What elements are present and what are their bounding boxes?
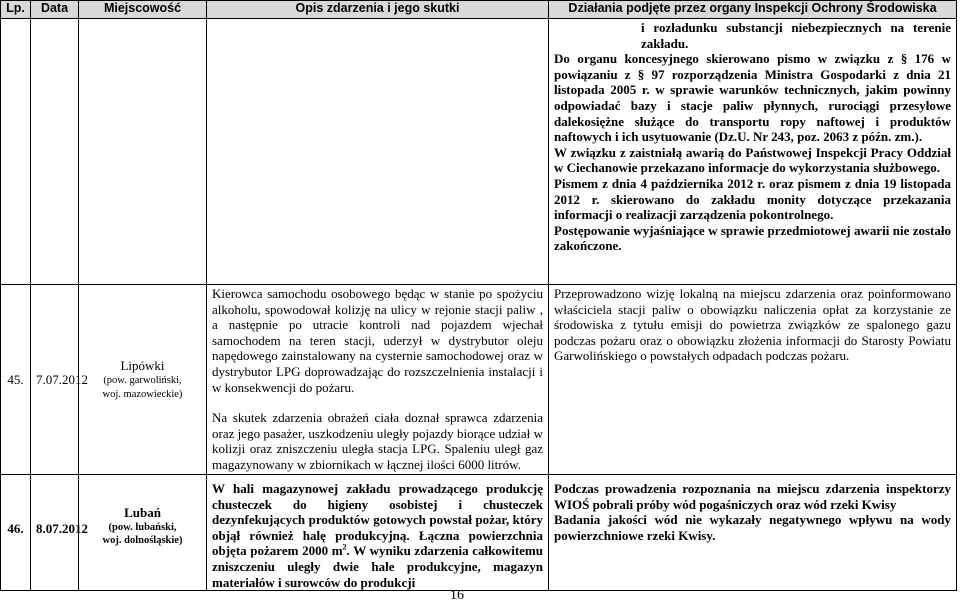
header-dzialania: Działania podjęte przez organy Inspekcji Ochrony Środowiska	[549, 1, 957, 19]
header-lp: Lp.	[1, 1, 31, 19]
place-voivodeship: woj. dolnośląskie)	[102, 535, 183, 547]
page-number: 16	[450, 588, 464, 603]
table-row-continuation	[1, 19, 957, 285]
superscript: 2	[342, 543, 347, 553]
dzialania-paragraph: Przeprowadzono wizję lokalną na miejscu zdarzenia oraz poinformowano właściciela stacji paliw o obowiązku naliczenia opłat za korzystanie ze środowiska z tytułu emisji do powietrza związków ze spalonego gazu podczas pożaru oraz o obowiązku złożenia informacji do Starosty Powiatu Garwolińskiego o powstałych odpadach podczas pożaru.	[554, 286, 951, 364]
place-district: (pow. lubański,	[108, 522, 177, 533]
opis-paragraph: W hali magazynowej zakładu prowadzącego produkcję chusteczek do higieny osobistej i chusteczek dezynfekujących produktów gotowych powstał pożar, który objął również halę produkcyjną. Łączna powierzchnia objęta pożarem 2000 $m^2$. W wyniku zdarzenia całkowitemu zniszczeniu uległy dwie hale produkcyjne, magazyn materiałów i surowców do produkcji	[212, 481, 543, 590]
row-lp: 45.	[1, 285, 31, 475]
row-place	[79, 285, 207, 475]
table-row	[1, 475, 957, 591]
header-row	[1, 1, 957, 19]
place-name: Lubań	[124, 505, 161, 520]
dzialania-paragraph: Podczas prowadzenia rozpoznania na miejscu zdarzenia inspektorzy WIOŚ pobrali próby wód pogaśniczych oraz wód rzeki Kwisy	[554, 481, 951, 512]
place-district: (pow. garwoliński,	[103, 375, 182, 387]
cont-paragraph: Pismem z dnia 4 października 2012 r. oraz pismem z dnia 19 listopada 2012 r. skierowano do zakładu monity dotyczące przekazania informacji o realizacji zarządzenia pokontrolnego.	[554, 175, 951, 223]
row-date: 7.07.2012	[31, 285, 79, 475]
header-data: Data	[31, 1, 79, 19]
row-opis	[207, 475, 549, 591]
row-opis	[207, 285, 549, 475]
table-row	[1, 285, 957, 475]
cont-paragraph: Do organu koncesyjnego skierowano pismo w związku z § 176 w powiązaniu z § 97 rozporządzenia Ministra Gospodarki z dnia 21 listopada 2005 r. w sprawie warunków technicznych, jakim powinny odpowiadać bazy i stacje paliw płynnych, rurociągi przesyłowe dalekosiężne służące do transportu ropy naftowej i produktów naftowych i ich usytuowanie (Dz.U. Nr 243, poz. 2063 z późn. zm.).	[554, 51, 951, 145]
row-lp: 46.	[1, 475, 31, 591]
header-opis: Opis zdarzenia i jego skutki	[207, 1, 549, 19]
opis-paragraph: Kierowca samochodu osobowego będąc w stanie po spożyciu alkoholu, spowodował kolizję na ulicy w rejonie stacji paliw , a następnie po utracie kontroli nad pojazdem wjechał samochodem na teren stacji, uderzył w dystrybutor oleju napędowego zainstalowany na cysternie samochodowej oraz w dystrybutor LPG doprowadzając do rozszczelnienia instalacji i w konsekwencji do pożaru.	[212, 286, 543, 395]
cont-paragraph: i rozładunku substancji niebezpiecznych na terenie zakładu.	[641, 20, 951, 51]
dzialania-paragraph: Badania jakości wód nie wykazały negatywnego wpływu na wody powierzchniowe rzeki Kwisy.	[554, 512, 951, 543]
opis-paragraph: Na skutek zdarzenia obrażeń ciała doznał sprawca zdarzenia oraz jego pasażer, uszkodzeniu uległy pojazdy biorące udział w kolizji oraz zniszczeniu uległa stacja LPG. Spaleniu uległ gaz magazynowany w zbiornikach w łącznej ilości 6000 litrów.	[212, 410, 543, 472]
row-date: 8.07.2012	[31, 475, 79, 591]
row-place	[79, 475, 207, 591]
dzialania-cell	[549, 19, 957, 285]
place-name: Lipówki	[120, 358, 165, 374]
cont-paragraph: Postępowanie wyjaśniające w sprawie przedmiotowej awarii nie zostało zakończone.	[554, 222, 951, 254]
place-voivodeship: woj. mazowieckie)	[102, 388, 183, 400]
row-dzialania	[549, 285, 957, 475]
header-miejscowosc: Miejscowość	[79, 1, 207, 19]
cont-paragraph: W związku z zaistniałą awarią do Państwowej Inspekcji Pracy Oddział w Ciechanowie przekazano informacje do wykorzystania służbowego.	[554, 144, 951, 176]
row-dzialania	[549, 475, 957, 591]
